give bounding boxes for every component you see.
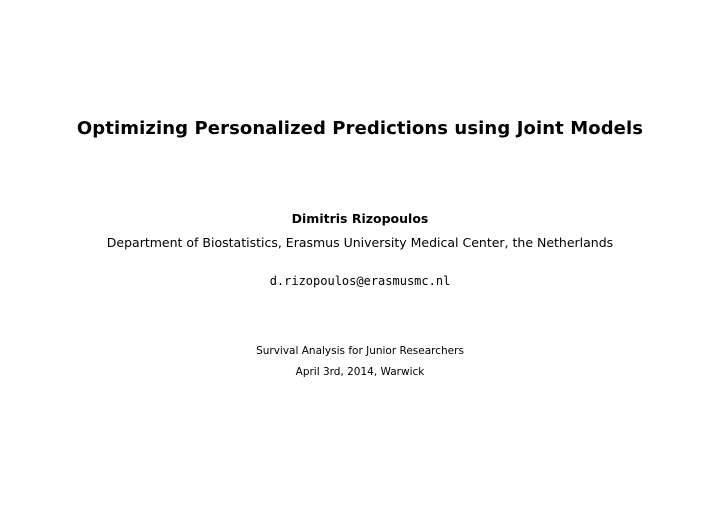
event-date-location: April 3rd, 2014, Warwick bbox=[295, 366, 425, 378]
author-email: d.rizopoulos@erasmusmc.nl bbox=[269, 274, 451, 288]
author-name: Dimitris Rizopoulos bbox=[291, 211, 429, 226]
event-name: Survival Analysis for Junior Researchers bbox=[256, 345, 464, 357]
slide-title: Optimizing Personalized Predictions using Joint Models bbox=[76, 118, 644, 139]
author-affiliation: Department of Biostatistics, Erasmus University Medical Center, the Netherlands bbox=[106, 235, 614, 250]
